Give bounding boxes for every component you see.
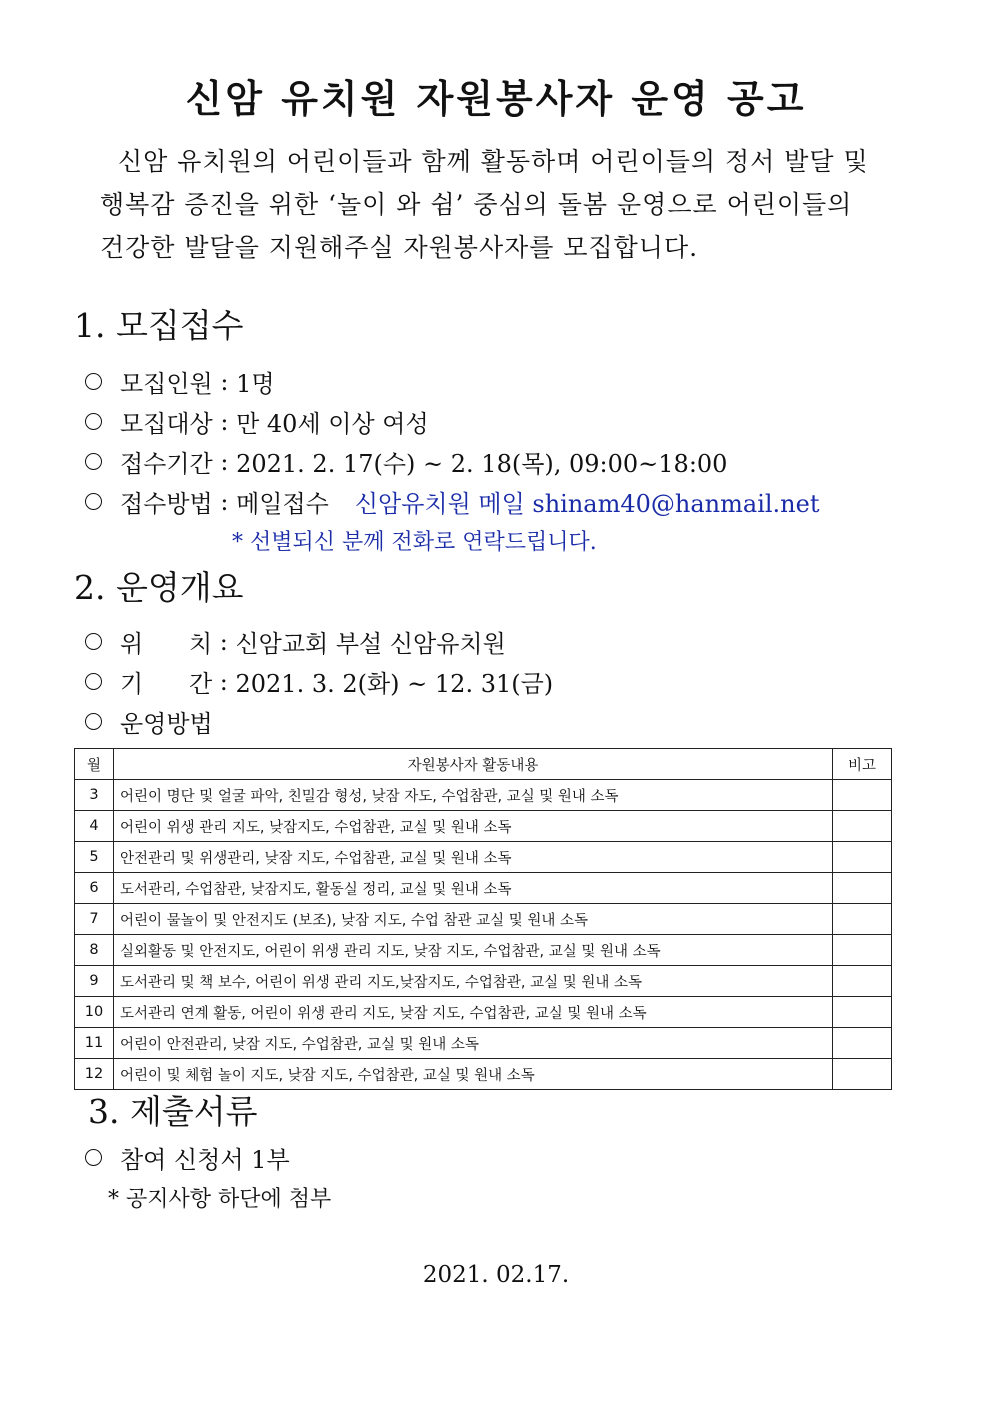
section-heading-documents: 3. 제출서류 bbox=[88, 1092, 258, 1131]
item-value: 신암교회 부설 신암유치원 bbox=[235, 630, 506, 658]
month-cell: 12 bbox=[75, 1059, 114, 1090]
selection-notice: * 선별되신 분께 전화로 연락드립니다. bbox=[232, 530, 597, 555]
bullet-circle-icon bbox=[85, 633, 102, 650]
table-row bbox=[75, 904, 892, 935]
activity-cell: 어린이 위생 관리 지도, 낮잠지도, 수업참관, 교실 및 원내 소독 bbox=[114, 811, 833, 842]
intro-line-3: 건강한 발달을 지원해주실 자원봉사자를 모집합니다. bbox=[100, 233, 699, 262]
duration-item bbox=[85, 664, 553, 699]
intro-line-1: 신암 유치원의 어린이들과 함께 활동하며 어린이들의 정서 발달 및 bbox=[118, 147, 869, 176]
header-activity: 자원봉사자 활동내용 bbox=[114, 749, 833, 780]
notice-date: 2021. 02.17. bbox=[422, 1262, 570, 1288]
remarks-cell bbox=[833, 1059, 892, 1090]
month-cell: 5 bbox=[75, 842, 114, 873]
page-title: 신암 유치원 자원봉사자 운영 공고 bbox=[185, 76, 807, 121]
bullet-circle-icon bbox=[85, 453, 102, 470]
bullet-circle-icon bbox=[85, 673, 102, 690]
activity-cell: 어린이 안전관리, 낮잠 지도, 수업참관, 교실 및 원내 소독 bbox=[114, 1028, 833, 1059]
remarks-cell bbox=[833, 811, 892, 842]
bullet-circle-icon bbox=[85, 713, 102, 730]
recruit-method-item bbox=[85, 484, 819, 519]
activity-cell: 도서관리 연계 활동, 어린이 위생 관리 지도, 낮잠 지도, 수업참관, 교실 및 원내 소독 bbox=[114, 997, 833, 1028]
section-heading-overview: 2. 운영개요 bbox=[74, 568, 244, 607]
table-body bbox=[75, 780, 892, 1090]
operation-method-item bbox=[85, 704, 213, 739]
table-header-row bbox=[75, 749, 892, 780]
remarks-cell bbox=[833, 873, 892, 904]
month-cell: 6 bbox=[75, 873, 114, 904]
item-label: 운영방법 bbox=[120, 710, 213, 738]
recruit-count-item bbox=[85, 364, 275, 399]
table-row bbox=[75, 842, 892, 873]
item-separator: : bbox=[212, 667, 236, 696]
remarks-cell bbox=[833, 935, 892, 966]
item-separator: : bbox=[212, 407, 237, 436]
activity-cell: 어린이 물놀이 및 안전지도 (보조), 낮잠 지도, 수업 참관 교실 및 원내 소독 bbox=[114, 904, 833, 935]
item-label: 모집인원 bbox=[120, 370, 213, 398]
month-cell: 3 bbox=[75, 780, 114, 811]
table-row bbox=[75, 966, 892, 997]
item-label: 모집대상 bbox=[120, 410, 213, 438]
table-row bbox=[75, 1028, 892, 1059]
item-value: 2021. 2. 17(수) ~ 2. 18(목), 09:00~18:00 bbox=[236, 450, 728, 478]
recruit-target-item bbox=[85, 404, 429, 439]
bullet-circle-icon bbox=[85, 373, 102, 390]
month-cell: 11 bbox=[75, 1028, 114, 1059]
item-value: 메일접수 bbox=[236, 490, 329, 518]
item-separator: : bbox=[212, 447, 237, 476]
item-label: 접수방법 bbox=[120, 490, 213, 518]
activity-cell: 도서관리 및 책 보수, 어린이 위생 관리 지도,낮잠지도, 수업참관, 교실 및 원내 소독 bbox=[114, 966, 833, 997]
recruit-period-item bbox=[85, 444, 727, 479]
bullet-circle-icon bbox=[85, 493, 102, 510]
item-label: 접수기간 bbox=[120, 450, 213, 478]
application-form-item bbox=[85, 1140, 290, 1175]
bullet-circle-icon bbox=[85, 413, 102, 430]
location-item bbox=[85, 624, 506, 659]
remarks-cell bbox=[833, 997, 892, 1028]
remarks-cell bbox=[833, 1028, 892, 1059]
remarks-cell bbox=[833, 842, 892, 873]
month-cell: 10 bbox=[75, 997, 114, 1028]
month-cell: 7 bbox=[75, 904, 114, 935]
table-row bbox=[75, 997, 892, 1028]
month-cell: 9 bbox=[75, 966, 114, 997]
month-cell: 4 bbox=[75, 811, 114, 842]
activity-cell: 실외활동 및 안전지도, 어린이 위생 관리 지도, 낮잠 지도, 수업참관, 교실 및 원내 소독 bbox=[114, 935, 833, 966]
remarks-cell bbox=[833, 904, 892, 935]
item-label: 기 간 bbox=[120, 670, 213, 698]
header-month: 월 bbox=[75, 749, 114, 780]
month-cell: 8 bbox=[75, 935, 114, 966]
item-value: 2021. 3. 2(화) ~ 12. 31(금) bbox=[235, 670, 554, 698]
remarks-cell bbox=[833, 966, 892, 997]
activity-cell: 도서관리, 수업참관, 낮잠지도, 활동실 정리, 교실 및 원내 소독 bbox=[114, 873, 833, 904]
item-separator: : bbox=[212, 487, 237, 516]
attachment-notice: * 공지사항 하단에 첨부 bbox=[108, 1187, 332, 1212]
email-contact-link[interactable]: 신암유치원 메일 shinam40@hanmail.net bbox=[354, 490, 820, 518]
item-separator: : bbox=[212, 627, 236, 656]
intro-line-2: 행복감 증진을 위한 ‘놀이 와 쉼’ 중심의 돌봄 운영으로 어린이들의 bbox=[100, 190, 853, 219]
table-row bbox=[75, 873, 892, 904]
activity-cell: 어린이 및 체험 놀이 지도, 낮잠 지도, 수업참관, 교실 및 원내 소독 bbox=[114, 1059, 833, 1090]
bullet-circle-icon bbox=[85, 1149, 102, 1166]
item-value: 참여 신청서 1부 bbox=[120, 1146, 290, 1174]
section-heading-recruitment: 1. 모집접수 bbox=[74, 306, 244, 345]
item-separator: : bbox=[212, 367, 237, 396]
activity-table bbox=[74, 748, 892, 1090]
table-row bbox=[75, 1059, 892, 1090]
remarks-cell bbox=[833, 780, 892, 811]
header-remarks: 비고 bbox=[833, 749, 892, 780]
item-value: 1명 bbox=[236, 370, 275, 398]
item-label: 위 치 bbox=[120, 630, 213, 658]
table-row bbox=[75, 935, 892, 966]
activity-cell: 안전관리 및 위생관리, 낮잠 지도, 수업참관, 교실 및 원내 소독 bbox=[114, 842, 833, 873]
activity-cell: 어린이 명단 및 얼굴 파악, 친밀감 형성, 낮잠 자도, 수업참관, 교실 및 원내 소독 bbox=[114, 780, 833, 811]
item-value: 만 40세 이상 여성 bbox=[236, 410, 429, 438]
table-row bbox=[75, 780, 892, 811]
table-row bbox=[75, 811, 892, 842]
